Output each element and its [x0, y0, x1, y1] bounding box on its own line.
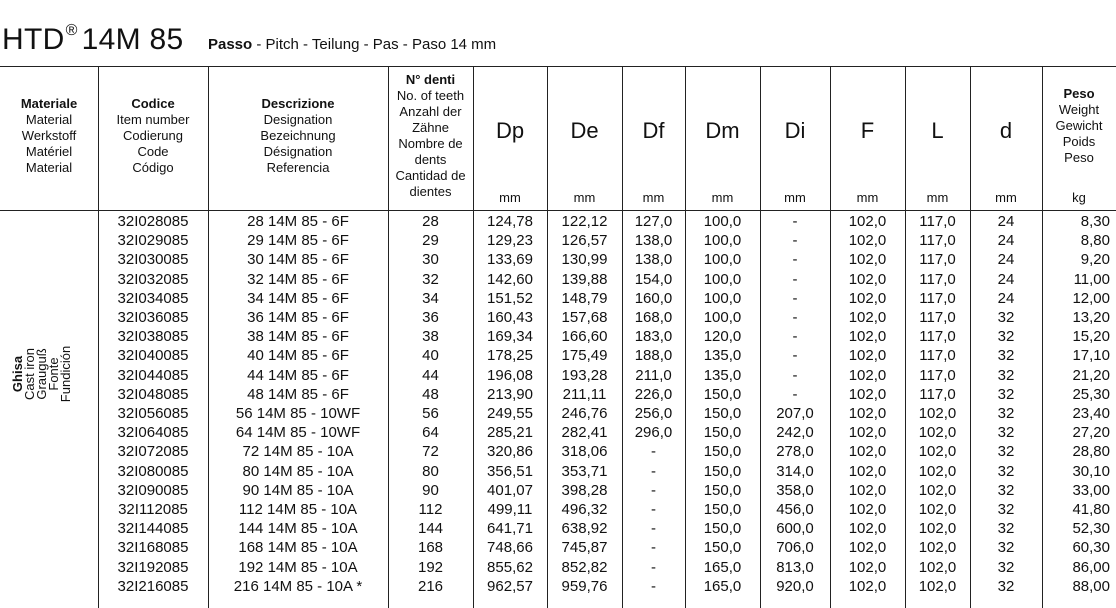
- table-row: [0, 538, 1116, 557]
- cell-de: 852,82: [561, 558, 608, 576]
- cell-dp: 133,69: [487, 251, 533, 269]
- cell-dm: 165,0: [703, 577, 742, 595]
- cell-teeth: 30: [422, 251, 439, 269]
- cell-di: 358,0: [776, 481, 814, 499]
- cell-dm: 135,0: [703, 347, 742, 365]
- cell-di: 242,0: [776, 424, 814, 442]
- cell-dm: 150,0: [703, 539, 742, 557]
- cell-l: 117,0: [919, 213, 956, 230]
- cell-description: 80 14M 85 - 10A: [242, 462, 354, 480]
- cell-df: -: [651, 462, 656, 480]
- header-df: Df mm: [642, 118, 665, 205]
- cell-description: 64 14M 85 - 10WF: [235, 424, 361, 442]
- cell-dp: 129,23: [487, 232, 533, 250]
- cell-dm: 100,0: [703, 270, 742, 288]
- cell-weight: 30,10: [1072, 462, 1110, 480]
- cell-de: 246,76: [561, 405, 608, 422]
- cell-d: 32: [997, 385, 1015, 403]
- cell-code: 32I064085: [117, 424, 189, 442]
- header-de: De mm: [570, 118, 599, 205]
- cell-teeth: 56: [422, 405, 439, 422]
- pitch-label: Passo: [207, 36, 253, 53]
- cell-dm: 100,0: [703, 309, 742, 326]
- cell-code: 32I112085: [118, 501, 188, 518]
- cell-code: 32I038085: [117, 328, 189, 346]
- cell-code: 32I029085: [117, 232, 189, 250]
- material-label: Ghisa Cast iron Grauguß Fonte Fundición: [10, 345, 73, 403]
- cell-df: 160,0: [634, 289, 673, 307]
- cell-df: 168,0: [634, 309, 673, 326]
- table-row: [0, 270, 1116, 289]
- cell-f: 102,0: [848, 347, 887, 365]
- cell-f: 102,0: [848, 558, 887, 576]
- cell-dp: 401,07: [487, 481, 533, 499]
- cell-f: 102,0: [848, 443, 887, 461]
- cell-di: -: [792, 270, 798, 288]
- cell-dp: 196,08: [487, 366, 533, 384]
- cell-code: 32I216085: [117, 577, 189, 595]
- cell-description: 30 14M 85 - 6F: [247, 251, 349, 269]
- cell-df: 127,0: [634, 213, 673, 230]
- cell-d: 32: [997, 462, 1015, 480]
- cell-teeth: 112: [418, 501, 443, 518]
- cell-d: 24: [997, 232, 1015, 250]
- cell-d: 32: [997, 309, 1015, 326]
- header-di: Di mm: [784, 118, 806, 205]
- cell-weight: 8,30: [1080, 213, 1110, 230]
- cell-code: 32I030085: [117, 251, 189, 269]
- cell-d: 24: [997, 251, 1015, 269]
- cell-weight: 12,00: [1072, 289, 1110, 307]
- cell-code: 32I028085: [117, 213, 189, 230]
- cell-dp: 356,51: [487, 462, 533, 480]
- cell-f: 102,0: [848, 481, 887, 499]
- cell-de: 148,79: [561, 289, 608, 307]
- table-row: [0, 500, 1116, 519]
- cell-d: 32: [997, 577, 1015, 595]
- cell-df: 256,0: [634, 405, 673, 422]
- cell-teeth: 144: [417, 520, 444, 538]
- cell-teeth: 34: [422, 289, 439, 307]
- cell-teeth: 40: [422, 347, 439, 365]
- cell-dp: 748,66: [487, 539, 533, 557]
- cell-code: 32I090085: [117, 481, 189, 499]
- cell-dm: 150,0: [703, 462, 742, 480]
- cell-weight: 8,80: [1080, 232, 1110, 250]
- cell-d: 32: [997, 501, 1015, 518]
- cell-df: 138,0: [634, 251, 673, 269]
- cell-de: 353,71: [561, 462, 608, 480]
- header-dm: Dm mm: [705, 118, 740, 205]
- cell-l: 102,0: [918, 424, 957, 442]
- cell-teeth: 36: [422, 309, 439, 326]
- cell-de: 175,49: [561, 347, 608, 365]
- cell-weight: 23,40: [1072, 405, 1110, 422]
- cell-dp: 142,60: [487, 270, 533, 288]
- cell-dm: 150,0: [703, 385, 742, 403]
- cell-l: 102,0: [918, 462, 957, 480]
- cell-d: 24: [997, 213, 1015, 230]
- cell-de: 130,99: [561, 251, 608, 269]
- cell-l: 117,0: [919, 309, 956, 326]
- cell-d: 32: [997, 424, 1015, 442]
- cell-dm: 100,0: [703, 251, 742, 269]
- cell-d: 32: [997, 405, 1015, 422]
- cell-dm: 100,0: [703, 213, 742, 230]
- table-row: [0, 423, 1116, 442]
- brand-name: HTD: [2, 23, 65, 56]
- cell-dp: 151,52: [487, 289, 533, 307]
- cell-de: 638,92: [561, 520, 608, 538]
- cell-l: 117,0: [919, 251, 956, 269]
- table-row: [0, 212, 1116, 231]
- cell-code: 32I168085: [117, 539, 189, 557]
- cell-dm: 150,0: [703, 481, 742, 499]
- table-row: [0, 577, 1116, 596]
- cell-weight: 88,00: [1072, 577, 1110, 595]
- cell-code: 32I080085: [117, 462, 189, 480]
- cell-di: -: [792, 385, 798, 403]
- cell-teeth: 80: [422, 462, 439, 480]
- cell-dp: 160,43: [487, 309, 533, 326]
- cell-description: 48 14M 85 - 6F: [247, 385, 349, 403]
- cell-teeth: 72: [422, 443, 439, 461]
- header-materiale: Materiale Material Werkstoff Matériel Material: [20, 96, 78, 175]
- cell-df: -: [651, 558, 656, 576]
- cell-description: 144 14M 85 - 10A: [238, 520, 358, 538]
- cell-l: 102,0: [918, 405, 957, 422]
- cell-weight: 9,20: [1080, 251, 1110, 269]
- cell-di: 706,0: [776, 539, 814, 557]
- header-bottom-border: [0, 210, 1116, 211]
- cell-description: 112 14M 85 - 10A: [238, 501, 358, 518]
- cell-dm: 165,0: [703, 558, 742, 576]
- cell-teeth: 38: [422, 328, 439, 346]
- table-row: [0, 442, 1116, 461]
- cell-de: 745,87: [561, 539, 608, 557]
- registered-mark: ®: [65, 22, 78, 39]
- cell-teeth: 28: [422, 213, 439, 230]
- cell-dm: 150,0: [703, 405, 742, 422]
- cell-f: 102,0: [848, 501, 887, 518]
- cell-weight: 13,20: [1072, 309, 1110, 326]
- cell-f: 102,0: [848, 366, 887, 384]
- cell-dm: 100,0: [703, 232, 742, 250]
- cell-dp: 320,86: [487, 443, 533, 461]
- cell-dm: 150,0: [703, 520, 742, 538]
- cell-weight: 86,00: [1072, 558, 1110, 576]
- cell-df: 183,0: [634, 328, 673, 346]
- cell-teeth: 64: [422, 424, 439, 442]
- cell-weight: 25,30: [1072, 385, 1110, 403]
- cell-de: 211,11: [562, 385, 607, 403]
- cell-di: -: [792, 289, 798, 307]
- cell-f: 102,0: [848, 405, 887, 422]
- cell-di: -: [792, 347, 798, 365]
- cell-de: 318,06: [561, 443, 608, 461]
- pulley-table: [0, 66, 1116, 608]
- cell-d: 32: [997, 443, 1015, 461]
- cell-weight: 60,30: [1072, 539, 1110, 557]
- cell-description: 29 14M 85 - 6F: [247, 232, 349, 250]
- cell-description: 56 14M 85 - 10WF: [235, 405, 361, 422]
- cell-f: 102,0: [848, 328, 887, 346]
- cell-f: 102,0: [848, 462, 887, 480]
- cell-weight: 21,20: [1072, 366, 1110, 384]
- cell-description: 90 14M 85 - 10A: [242, 481, 354, 499]
- table-row: [0, 250, 1116, 269]
- cell-l: 102,0: [918, 520, 957, 538]
- cell-di: -: [792, 309, 798, 326]
- table-row: [0, 462, 1116, 481]
- cell-de: 166,60: [561, 328, 608, 346]
- cell-dm: 120,0: [703, 328, 742, 346]
- cell-di: -: [792, 232, 798, 250]
- cell-l: 102,0: [918, 481, 957, 499]
- cell-l: 117,0: [919, 385, 956, 403]
- table-row: [0, 289, 1116, 308]
- cell-f: 102,0: [848, 577, 887, 595]
- cell-description: 72 14M 85 - 10A: [242, 443, 354, 461]
- cell-dp: 213,90: [487, 385, 533, 403]
- table-row: [0, 366, 1116, 385]
- cell-d: 32: [997, 481, 1015, 499]
- cell-l: 102,0: [918, 558, 957, 576]
- cell-d: 32: [997, 520, 1015, 538]
- cell-di: 456,0: [776, 501, 814, 518]
- cell-l: 117,0: [919, 270, 956, 288]
- cell-l: 102,0: [918, 539, 957, 557]
- cell-code: 32I044085: [117, 366, 189, 384]
- cell-dm: 135,0: [703, 366, 742, 384]
- cell-de: 959,76: [561, 577, 608, 595]
- cell-df: -: [651, 481, 656, 499]
- cell-weight: 33,00: [1072, 481, 1110, 499]
- table-row: [0, 481, 1116, 500]
- cell-code: 32I034085: [117, 289, 189, 307]
- cell-di: 920,0: [776, 577, 814, 595]
- cell-df: -: [651, 577, 656, 595]
- cell-di: -: [792, 251, 798, 269]
- cell-description: 192 14M 85 - 10A: [238, 558, 358, 576]
- table-row: [0, 327, 1116, 346]
- cell-de: 398,28: [561, 481, 608, 499]
- cell-weight: 52,30: [1072, 520, 1110, 538]
- cell-weight: 17,10: [1072, 347, 1110, 365]
- table-row: [0, 346, 1116, 365]
- cell-teeth: 32: [422, 270, 439, 288]
- cell-di: 600,0: [776, 520, 814, 538]
- cell-d: 32: [997, 558, 1015, 576]
- header-d: d mm: [995, 118, 1017, 205]
- cell-code: 32I048085: [117, 385, 189, 403]
- cell-de: 282,41: [561, 424, 608, 442]
- cell-d: 32: [997, 347, 1015, 365]
- cell-description: 32 14M 85 - 6F: [247, 270, 349, 288]
- cell-di: 278,0: [776, 443, 814, 461]
- cell-de: 126,57: [561, 232, 608, 250]
- cell-description: 168 14M 85 - 10A: [238, 539, 358, 557]
- cell-description: 28 14M 85 - 6F: [247, 213, 349, 230]
- cell-code: 32I036085: [117, 309, 189, 326]
- header-denti: N° denti No. of teeth Anzahl der Zähne Nombre de dents Cantidad de dientes: [395, 72, 466, 199]
- cell-f: 102,0: [848, 539, 887, 557]
- cell-code: 32I192085: [117, 558, 189, 576]
- cell-dp: 641,71: [487, 520, 533, 538]
- page-title: [2, 22, 496, 57]
- cell-d: 24: [997, 270, 1015, 288]
- cell-f: 102,0: [848, 309, 887, 326]
- pitch-value: - Pitch - Teilung - Pas - Paso 14 mm: [252, 36, 497, 53]
- cell-df: 138,0: [634, 232, 673, 250]
- cell-code: 32I040085: [117, 347, 189, 365]
- header-f: F mm: [856, 118, 879, 205]
- cell-dp: 285,21: [487, 424, 533, 442]
- cell-df: -: [651, 443, 656, 461]
- cell-f: 102,0: [848, 213, 887, 230]
- cell-description: 44 14M 85 - 6F: [247, 366, 349, 384]
- cell-df: -: [651, 539, 656, 557]
- cell-f: 102,0: [848, 520, 887, 538]
- cell-d: 32: [997, 539, 1015, 557]
- cell-df: 188,0: [634, 347, 673, 365]
- cell-dm: 100,0: [703, 289, 742, 307]
- cell-de: 139,88: [561, 270, 608, 288]
- cell-dp: 178,25: [487, 347, 533, 365]
- cell-di: -: [792, 366, 798, 384]
- cell-teeth: 48: [422, 385, 439, 403]
- cell-code: 32I056085: [117, 405, 189, 422]
- header-descrizione: Descrizione Designation Bezeichnung Désignation Referencia: [260, 96, 336, 175]
- cell-f: 102,0: [848, 232, 887, 250]
- cell-weight: 41,80: [1072, 501, 1110, 518]
- cell-f: 102,0: [848, 385, 887, 403]
- cell-dp: 499,11: [487, 501, 533, 518]
- cell-description: 216 14M 85 - 10A *: [233, 577, 363, 595]
- cell-weight: 11,00: [1073, 270, 1110, 288]
- product-title: [2, 23, 184, 56]
- cell-teeth: 29: [422, 232, 439, 250]
- cell-dm: 150,0: [703, 443, 742, 461]
- cell-teeth: 44: [422, 366, 439, 384]
- header-l: L mm: [926, 118, 949, 205]
- cell-l: 102,0: [918, 577, 957, 595]
- table-row: [0, 308, 1116, 327]
- cell-weight: 28,80: [1072, 443, 1110, 461]
- cell-teeth: 90: [422, 481, 439, 499]
- cell-de: 496,32: [561, 501, 608, 518]
- cell-df: 211,0: [635, 366, 672, 384]
- cell-df: -: [651, 501, 656, 518]
- cell-di: -: [792, 328, 798, 346]
- cell-dp: 249,55: [487, 405, 533, 422]
- cell-weight: 15,20: [1072, 328, 1110, 346]
- cell-d: 32: [997, 328, 1015, 346]
- cell-dp: 169,34: [487, 328, 533, 346]
- cell-teeth: 216: [417, 577, 444, 595]
- cell-teeth: 168: [417, 539, 444, 557]
- cell-dp: 962,57: [487, 577, 533, 595]
- cell-l: 117,0: [919, 328, 956, 346]
- header-codice: Codice Item number Codierung Code Código: [116, 96, 190, 175]
- cell-de: 122,12: [561, 213, 608, 230]
- cell-description: 40 14M 85 - 6F: [247, 347, 349, 365]
- cell-teeth: 192: [417, 558, 444, 576]
- cell-dm: 150,0: [703, 501, 742, 518]
- table-row: [0, 385, 1116, 404]
- cell-df: -: [651, 520, 656, 538]
- pitch-info: [208, 36, 496, 53]
- cell-di: 314,0: [776, 462, 814, 480]
- cell-description: 34 14M 85 - 6F: [247, 289, 349, 307]
- cell-code: 32I072085: [117, 443, 189, 461]
- table-row: [0, 519, 1116, 538]
- model-name: 14M 85: [81, 23, 184, 56]
- cell-dm: 150,0: [703, 424, 742, 442]
- cell-l: 117,0: [919, 289, 956, 307]
- cell-f: 102,0: [848, 289, 887, 307]
- cell-dp: 855,62: [487, 558, 533, 576]
- cell-description: 36 14M 85 - 6F: [247, 309, 349, 326]
- cell-l: 102,0: [918, 443, 957, 461]
- cell-f: 102,0: [848, 270, 887, 288]
- cell-l: 102,0: [918, 501, 957, 518]
- cell-di: 813,0: [776, 558, 814, 576]
- cell-l: 117,0: [919, 347, 956, 365]
- cell-di: 207,0: [776, 405, 814, 422]
- cell-de: 193,28: [561, 366, 608, 384]
- cell-df: 154,0: [634, 270, 673, 288]
- cell-l: 117,0: [919, 366, 956, 384]
- cell-description: 38 14M 85 - 6F: [247, 328, 349, 346]
- cell-di: -: [792, 213, 798, 230]
- cell-d: 24: [997, 289, 1015, 307]
- table-row: [0, 404, 1116, 423]
- cell-df: 226,0: [634, 385, 673, 403]
- header-dp: Dp mm: [495, 118, 525, 205]
- cell-de: 157,68: [561, 309, 608, 326]
- cell-f: 102,0: [848, 251, 887, 269]
- cell-weight: 27,20: [1072, 424, 1110, 442]
- cell-code: 32I144085: [117, 520, 189, 538]
- table-row: [0, 231, 1116, 250]
- cell-l: 117,0: [919, 232, 956, 250]
- table-row: [0, 558, 1116, 577]
- cell-code: 32I032085: [117, 270, 189, 288]
- cell-f: 102,0: [848, 424, 887, 442]
- cell-dp: 124,78: [487, 213, 533, 230]
- cell-df: 296,0: [634, 424, 673, 442]
- cell-d: 32: [997, 366, 1015, 384]
- header-peso: Peso Weight Gewicht Poids Peso kg: [1055, 86, 1103, 205]
